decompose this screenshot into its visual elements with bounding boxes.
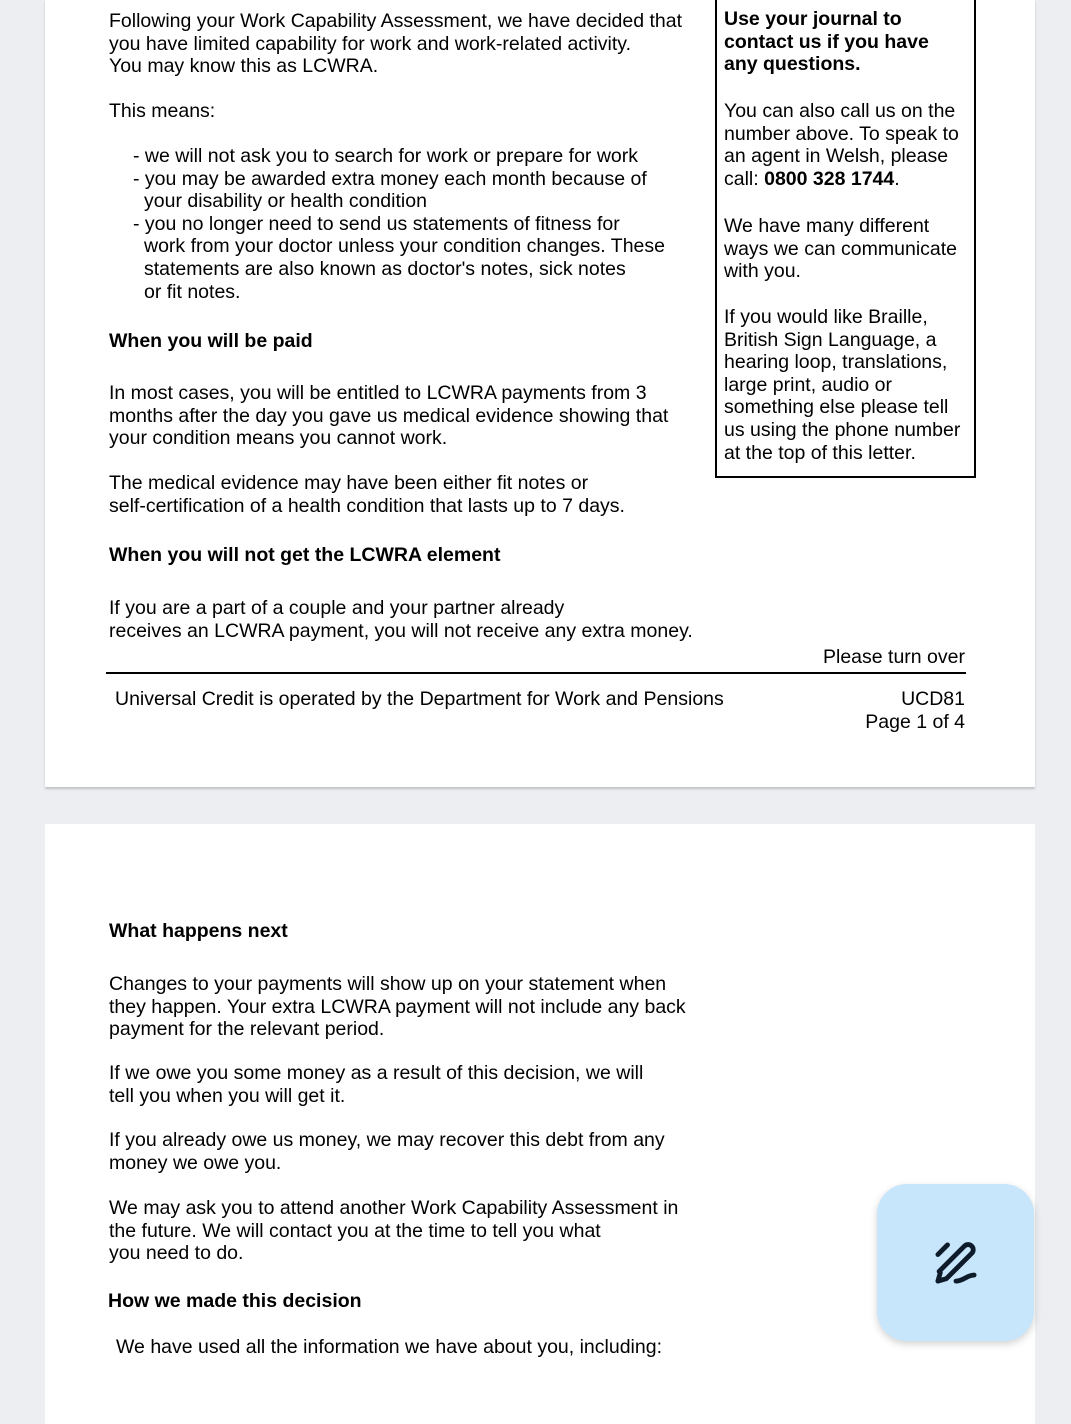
text-line: ways we can communicate bbox=[724, 237, 958, 260]
text-line: us using the phone number bbox=[724, 418, 961, 441]
next-paragraph-4 bbox=[109, 1197, 678, 1265]
text-line: In most cases, you will be entitled to LCWRA payments from 3 bbox=[109, 382, 647, 404]
bullet-list bbox=[133, 145, 665, 303]
text-line: large print, audio or bbox=[724, 373, 893, 396]
accessibility-paragraph bbox=[724, 306, 960, 464]
call-prefix: call: bbox=[724, 167, 765, 190]
paid-paragraph-2 bbox=[109, 472, 625, 517]
text-line: If we owe you some money as a result of this decision, we will bbox=[109, 1062, 644, 1084]
communicate-paragraph bbox=[724, 215, 957, 283]
call-suffix: . bbox=[894, 167, 900, 190]
text-line: Use your journal to bbox=[724, 8, 902, 30]
text-line: We have many different bbox=[724, 215, 930, 237]
text-line: You may know this as LCWRA. bbox=[109, 55, 379, 78]
text-line: If you would like Braille, bbox=[724, 306, 928, 328]
document-page-1 bbox=[45, 0, 1035, 787]
list-item: - we will not ask you to search for work or prepare for work bbox=[133, 145, 639, 167]
list-item: - you may be awarded extra money each month because of bbox=[133, 167, 647, 190]
text-line: number above. To speak to bbox=[724, 122, 959, 145]
intro-paragraph bbox=[109, 10, 682, 78]
text-line: You can also call us on the bbox=[724, 100, 956, 122]
footer-divider bbox=[106, 672, 966, 674]
text-line: The medical evidence may have been either fit notes or bbox=[109, 472, 589, 494]
section-heading-paid: When you will be paid bbox=[109, 330, 313, 352]
annotate-pen-icon bbox=[927, 1234, 985, 1292]
text-line: they happen. Your extra LCWRA payment will not include any back bbox=[109, 995, 686, 1018]
paid-paragraph-1 bbox=[109, 382, 668, 450]
footer-operator-text: Universal Credit is operated by the Department for Work and Pensions bbox=[115, 688, 724, 710]
list-item-continuation: statements are also known as doctor's notes, sick notes bbox=[144, 257, 626, 280]
text-line: your condition means you cannot work. bbox=[109, 427, 448, 450]
text-line: payment for the relevant period. bbox=[109, 1018, 385, 1041]
text-line: hearing loop, translations, bbox=[724, 351, 948, 374]
text-line: you have limited capability for work and work-related activity. bbox=[109, 32, 632, 55]
text-line: If you already owe us money, we may recover this debt from any bbox=[109, 1129, 665, 1151]
text-line: something else please tell bbox=[724, 396, 949, 419]
text-line: Following your Work Capability Assessment, we have decided that bbox=[109, 10, 683, 32]
text-line: tell you when you will get it. bbox=[109, 1084, 346, 1107]
next-paragraph-1 bbox=[109, 973, 686, 1041]
list-item-continuation: your disability or health condition bbox=[144, 190, 427, 213]
not-get-paragraph bbox=[109, 597, 693, 642]
text-line: the future. We will contact you at the time to tell you what bbox=[109, 1219, 601, 1242]
text-line: you need to do. bbox=[109, 1242, 244, 1265]
text-line: We may ask you to attend another Work Capability Assessment in bbox=[109, 1197, 679, 1219]
this-means-label: This means: bbox=[109, 100, 216, 122]
please-turn-over: Please turn over bbox=[823, 646, 965, 668]
next-paragraph-3 bbox=[109, 1129, 665, 1174]
text-line: self-certification of a health condition that lasts up to 7 days. bbox=[109, 494, 625, 517]
welsh-phone-number: 0800 328 1744 bbox=[764, 167, 895, 190]
section-heading-decision: How we made this decision bbox=[108, 1290, 362, 1312]
section-heading-not-get: When you will not get the LCWRA element bbox=[109, 544, 501, 566]
decision-paragraph: We have used all the information we have about you, including: bbox=[116, 1336, 662, 1358]
text-line: Changes to your payments will show up on your statement when bbox=[109, 973, 667, 995]
phone-line bbox=[724, 168, 959, 191]
text-line: If you are a part of a couple and your partner already bbox=[109, 597, 565, 619]
text-line: British Sign Language, a bbox=[724, 328, 937, 351]
form-code: UCD81 bbox=[901, 688, 965, 710]
list-item: - you no longer need to send us statements of fitness for bbox=[133, 212, 620, 235]
contact-phone-paragraph bbox=[724, 100, 959, 190]
text-line: any questions. bbox=[724, 53, 861, 76]
text-line: at the top of this letter. bbox=[724, 441, 916, 464]
list-item-continuation: or fit notes. bbox=[144, 280, 241, 303]
annotate-fab-button[interactable] bbox=[877, 1184, 1034, 1341]
text-line: contact us if you have bbox=[724, 30, 929, 53]
text-line: with you. bbox=[724, 260, 801, 283]
list-item-continuation: work from your doctor unless your condition changes. These bbox=[144, 235, 665, 258]
text-line: money we owe you. bbox=[109, 1151, 282, 1174]
contact-box-heading bbox=[724, 8, 929, 76]
page-number: Page 1 of 4 bbox=[865, 711, 965, 733]
contact-info-box bbox=[715, 0, 976, 478]
next-paragraph-2 bbox=[109, 1062, 643, 1107]
text-line: an agent in Welsh, please bbox=[724, 145, 949, 168]
text-line: months after the day you gave us medical evidence showing that bbox=[109, 404, 669, 427]
text-line: receives an LCWRA payment, you will not receive any extra money. bbox=[109, 619, 693, 642]
document-page-2 bbox=[45, 824, 1035, 1424]
section-heading-next: What happens next bbox=[109, 920, 288, 942]
